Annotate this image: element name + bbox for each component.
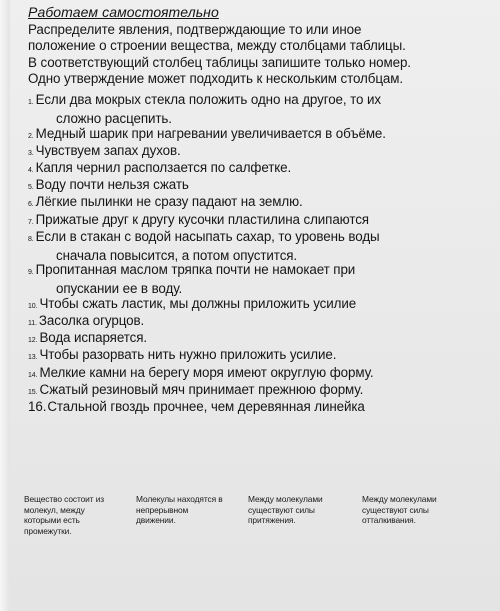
column-header-line: существуют силы [248, 504, 315, 515]
column-header-attraction [248, 494, 323, 526]
statement-text: Мелкие камни на берегу моря имеют округлую форму. [39, 364, 374, 380]
statement-line [28, 92, 494, 111]
statement-item [28, 229, 494, 265]
statement-item [28, 262, 494, 298]
statement-text: Лёгкие пылинки не сразу падают на землю. [35, 194, 303, 210]
statement-number: 2. [28, 132, 34, 140]
statement-line [28, 262, 494, 281]
statement-number: 14. [28, 371, 38, 379]
column-header-line: существуют силы [362, 504, 429, 515]
column-header-line: непрерывном [136, 504, 189, 515]
statement-number: 4. [28, 166, 34, 174]
statement-text: Чтобы сжать ластик, мы должны приложить усилие [39, 295, 357, 311]
statement-text: Сжатый резиновый мяч принимает прежнюю форму. [39, 381, 364, 397]
column-header-gaps [24, 494, 104, 536]
column-header-line: Между молекулами [248, 494, 323, 504]
statement-line [28, 229, 494, 248]
statement-text: Вода испаряется. [39, 330, 147, 346]
statement-text: Чувствуем запах духов. [35, 142, 181, 158]
statement-text: Засолка огурцов. [38, 312, 145, 328]
column-header-motion [136, 494, 223, 526]
statement-text: сначала повысится, а потом опустится. [56, 247, 298, 263]
statement-text: Стальной гвоздь прочнее, чем деревянная линейка [47, 398, 365, 414]
column-header-line: движении. [136, 515, 176, 525]
statement-number: 8. [28, 235, 34, 243]
table-column-headers [20, 494, 496, 574]
statement-text: опускании ее в воду. [56, 281, 183, 297]
column-header-line: притяжения. [248, 515, 296, 525]
statement-number: 16. [28, 398, 47, 414]
statement-number: 9. [28, 269, 34, 277]
statement-text: Чтобы разорвать нить нужно приложить усилие. [39, 347, 337, 363]
statement-text: Прижатые друг к другу кусочки пластилина слипаются [35, 211, 369, 227]
column-header-repulsion [362, 494, 437, 526]
statement-text: Если в стакан с водой насыпать сахар, то уровень воды [35, 228, 380, 244]
column-header-line: отталкивания. [362, 515, 416, 525]
statement-number: 5. [28, 184, 34, 192]
instruction-line: Распределите явления, подтверждающие то или иное [28, 22, 362, 37]
statement-line [28, 399, 494, 415]
column-header-line: Между молекулами [362, 494, 437, 504]
page-edge [0, 0, 10, 611]
statement-number: 3. [28, 149, 34, 157]
statement-number: 1. [28, 99, 34, 106]
worksheet-heading: Работаем самостоятельно [28, 4, 219, 20]
statement-number: 15. [28, 388, 38, 396]
statement-item [28, 399, 494, 415]
statement-number: 12. [28, 337, 38, 345]
column-header-line: Молекулы находятся в [136, 494, 223, 504]
column-header-line: которыми есть [24, 515, 80, 525]
statement-text: сложно расцепить. [56, 111, 172, 127]
statement-text: Медный шарик при нагревании увеличивается в объёме. [35, 125, 386, 141]
statement-number: 6. [28, 201, 34, 209]
statement-number: 10. [28, 302, 38, 310]
statement-number: 11. [28, 319, 37, 327]
instruction-line: В соответствующий столбец таблицы запишите только номер. [28, 54, 411, 70]
statement-text: Если два мокрых стекла положить одно на другое, то их [35, 92, 381, 107]
instructions [28, 22, 494, 87]
statement-number: 13. [28, 354, 38, 362]
column-header-line: Вещество состоит из [24, 494, 105, 504]
instruction-line: Одно утверждение может подходить к нескольким столбцам. [28, 70, 403, 86]
instruction-line: положение о строении вещества, между столбцами таблицы. [28, 38, 406, 54]
statement-item [28, 92, 494, 128]
column-header-line: молекул, между [24, 504, 85, 515]
statement-text: Капля чернил расползается по салфетке. [35, 159, 292, 175]
statement-text: Воду почти нельзя сжать [35, 177, 189, 193]
column-header-line: промежутки. [24, 525, 72, 536]
statement-text: Пропитанная маслом тряпка почти не намокает при [35, 262, 356, 278]
statement-number: 7. [28, 218, 34, 226]
